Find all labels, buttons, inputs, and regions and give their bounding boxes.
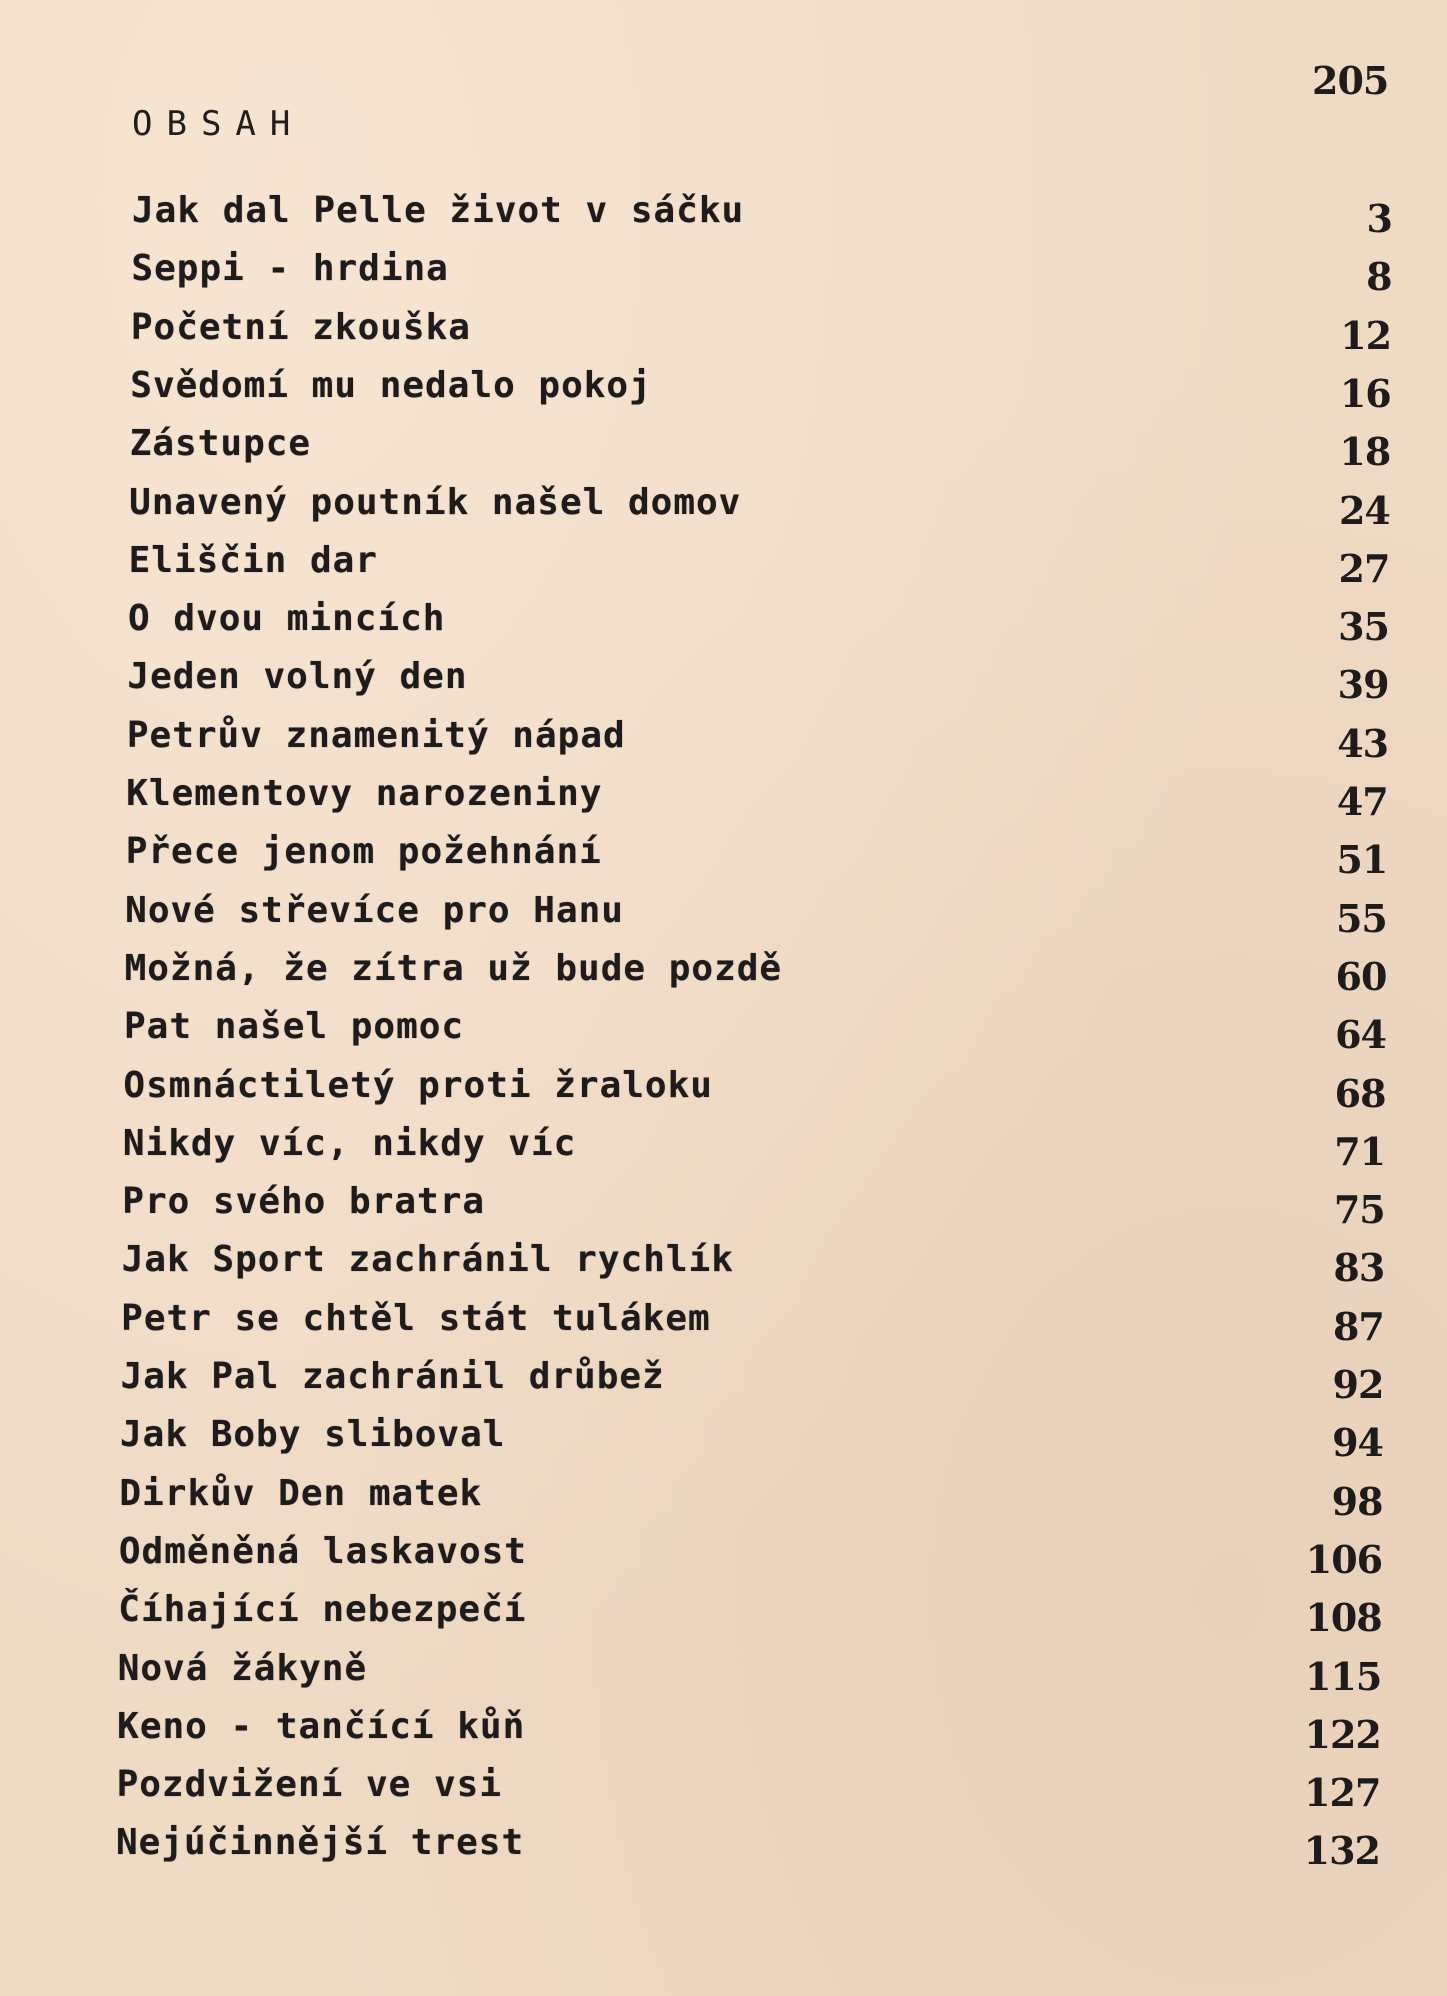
toc-entry <box>124 1006 1386 1064</box>
entry-page: 16 <box>1339 370 1391 416</box>
entry-title: Pro svého bratra <box>122 1181 486 1223</box>
entry-page: 27 <box>1338 545 1390 591</box>
toc-entry <box>123 1123 1385 1181</box>
toc-entry <box>120 1414 1383 1472</box>
toc-entry <box>118 1648 1382 1706</box>
entry-title: Nová žákyně <box>117 1647 368 1689</box>
toc-entry <box>132 190 1392 248</box>
entry-page: 24 <box>1338 487 1390 533</box>
toc-entry <box>121 1298 1384 1356</box>
entry-title: Pat našel pomoc <box>124 1006 465 1048</box>
entry-title: Petr se chtěl stát tulákem <box>121 1297 711 1339</box>
entry-page: 98 <box>1331 1478 1383 1524</box>
entry-title: Početní zkouška <box>130 306 471 348</box>
entry-page: 106 <box>1305 1536 1383 1582</box>
entry-page: 39 <box>1337 662 1389 708</box>
entry-title: Nikdy víc, nikdy víc <box>122 1122 577 1164</box>
entry-page: 18 <box>1339 429 1391 475</box>
entry-page: 94 <box>1332 1420 1383 1466</box>
entry-title: Číhající nebezpečí <box>118 1589 527 1631</box>
toc-entry <box>127 656 1388 714</box>
entry-page: 12 <box>1340 312 1392 358</box>
toc-entry <box>117 1764 1381 1822</box>
entry-page: 87 <box>1332 1303 1384 1349</box>
toc-entry <box>117 1706 1381 1764</box>
toc-entry <box>122 1181 1384 1239</box>
entry-page: 35 <box>1338 604 1389 650</box>
entry-title: Seppi - hrdina <box>131 248 449 290</box>
entry-title: Jak Boby sliboval <box>120 1414 506 1456</box>
entry-title: Zástupce <box>129 423 312 465</box>
toc-entry <box>131 307 1391 365</box>
entry-page: 55 <box>1335 895 1387 941</box>
entry-page: 127 <box>1304 1770 1381 1816</box>
toc-entry <box>130 365 1390 423</box>
entry-page: 47 <box>1336 779 1388 824</box>
entry-page: 122 <box>1304 1711 1381 1757</box>
entry-page: 51 <box>1336 837 1388 883</box>
toc-entry <box>129 540 1390 598</box>
entry-title: Unavený poutník našel domov <box>129 481 742 523</box>
entry-title: Keno - tančící kůň <box>117 1705 526 1747</box>
entry-page: 60 <box>1335 953 1387 999</box>
toc-entry <box>119 1531 1382 1589</box>
entry-title: Jeden volný den <box>127 656 468 698</box>
entry-title: Klementovy narozeniny <box>126 773 603 814</box>
entry-page: 108 <box>1305 1595 1382 1641</box>
entry-page: 83 <box>1333 1245 1385 1291</box>
entry-page: 71 <box>1334 1128 1386 1174</box>
entry-title: Možná, že zítra už bude pozdě <box>124 947 783 989</box>
toc-entry <box>126 831 1388 889</box>
entry-title: O dvou mincích <box>128 598 446 640</box>
entry-page: 75 <box>1333 1187 1385 1233</box>
toc-entry <box>127 715 1388 773</box>
toc-entry <box>118 1589 1381 1647</box>
entry-page: 8 <box>1366 254 1392 300</box>
entry-title: Přece jenom požehnání <box>125 831 602 873</box>
toc-entry <box>128 598 1389 656</box>
entry-title: Svědomí mu nedalo pokoj <box>130 364 652 406</box>
entry-title: Nejúčinnější trest <box>116 1822 525 1864</box>
entry-title: Osmnáctiletý proti žraloku <box>123 1064 713 1106</box>
toc-entry <box>116 1822 1380 1880</box>
toc-entry <box>121 1356 1384 1414</box>
page-number: 205 <box>1312 58 1389 103</box>
entry-title: Odměněná laskavost <box>118 1530 527 1572</box>
entry-page: 115 <box>1304 1653 1382 1699</box>
entry-page: 68 <box>1334 1070 1386 1116</box>
toc-entry <box>119 1473 1382 1531</box>
entry-title: Nové střevíce pro Hanu <box>125 889 624 931</box>
entry-title: Petrův znamenitý nápad <box>126 714 626 756</box>
toc-entry <box>126 773 1387 831</box>
entry-title: Pozdvižení ve vsi <box>116 1764 503 1806</box>
entry-page: 3 <box>1366 196 1392 241</box>
entry-page: 43 <box>1337 720 1389 766</box>
toc-entry <box>130 423 1391 481</box>
entry-page: 64 <box>1335 1012 1386 1058</box>
toc-entry <box>123 1065 1385 1123</box>
toc-entry <box>125 948 1387 1006</box>
entry-page: 92 <box>1332 1362 1384 1407</box>
entry-title: Jak Sport zachránil rychlík <box>121 1239 734 1281</box>
toc-entry <box>125 890 1387 948</box>
entry-title: Eliščin dar <box>128 539 378 581</box>
toc-entry <box>129 482 1390 540</box>
entry-title: Jak Pal zachránil drůbež <box>120 1356 665 1397</box>
contents-heading: OBSAH <box>132 104 305 144</box>
entry-title: Jak dal Pelle život v sáčku <box>132 190 745 231</box>
toc-entry <box>122 1239 1385 1297</box>
entry-title: Dirkův Den matek <box>119 1472 483 1514</box>
entry-page: 132 <box>1303 1828 1380 1874</box>
toc-entry <box>131 248 1391 306</box>
